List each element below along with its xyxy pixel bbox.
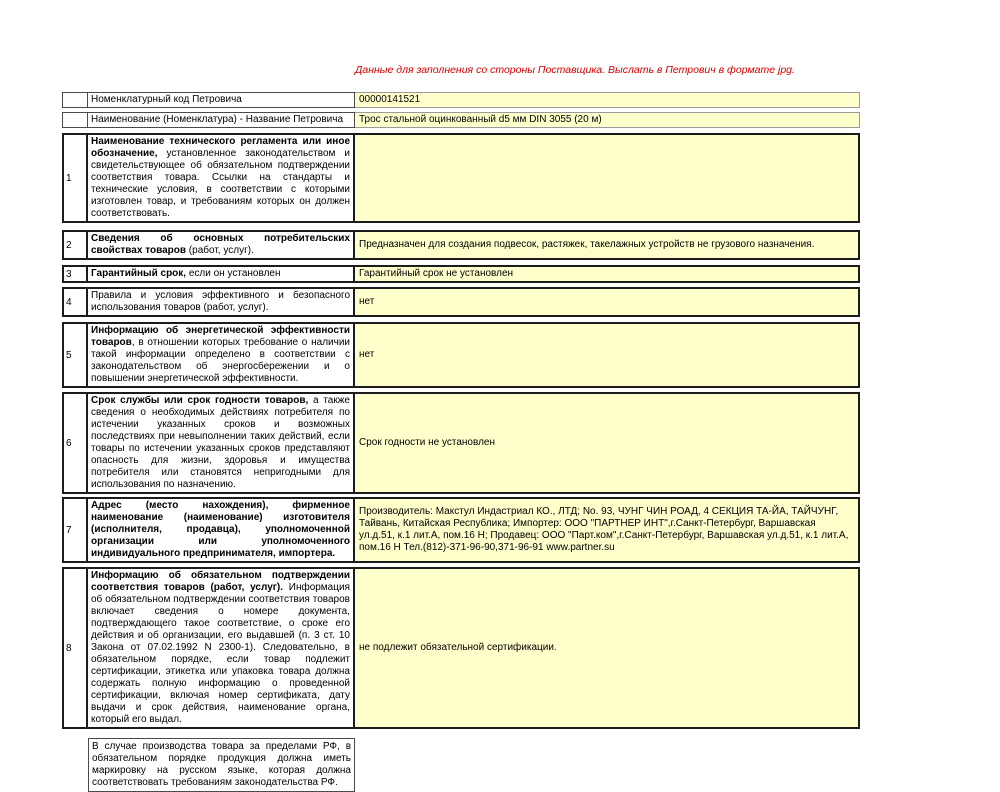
- table-row-5: [62, 322, 860, 388]
- code-value-field[interactable]: 00000141521: [355, 92, 860, 108]
- row-5-value-field[interactable]: нет: [355, 322, 860, 388]
- table-row-2: [62, 230, 860, 260]
- product-info-table: [62, 92, 860, 792]
- row-label: Наименование (Номенклатура) - Название Петровича: [88, 112, 355, 128]
- row-label: Номенклатурный код Петровича: [88, 92, 355, 108]
- table-row-6: [62, 392, 860, 494]
- row-number: 4: [62, 287, 88, 317]
- table-row-3: [62, 265, 860, 283]
- row-label: Наименование технического регламента или иное обозначение, установленное законодательством и свидетельствующее об обязательном подтверждении соответствия товара. Ссылки на стандарты и технические условия, в соответствии с которыми изготовлен товар, и требованиям которых он должен соответствовать.: [88, 133, 355, 223]
- row-3-value-field[interactable]: Гарантийный срок не установлен: [355, 265, 860, 283]
- row-number: [62, 92, 88, 108]
- row-number: 2: [62, 230, 88, 260]
- row-number: 7: [62, 497, 88, 563]
- row-label: Гарантийный срок, если он установлен: [88, 265, 355, 283]
- table-row-name: [62, 112, 860, 128]
- rf-marking-note: В случае производства товара за пределами РФ, в обязательном порядке продукция должна иметь маркировку на русском языке, которая должна соответствовать требованиям законодательства РФ.: [88, 738, 355, 792]
- row-label: Информацию об обязательном подтверждении соответствия товаров (работ, услуг). Информация об обязательном подтверждении соответствия товаров включает сведения о номере документа, подтверждающего такое соответствие, о сроке его действия и об организации, его выдавшей (п. 3 ст. 10 Закона от 07.02.1992 N 2300-1). Следовательно, в обязательном порядке, если товар подлежит сертификации, этикетка или упаковка товара должна содержать полную информацию о проведенной сертификации, включая номер сертификата, дату выдачи и срок действия, наименование органа, который его выдал.: [88, 567, 355, 729]
- row-7-value-field[interactable]: Производитель: Макстул Индастриал КО., ЛТД; No. 93, ЧУНГ ЧИН РОАД, 4 СЕКЦИЯ ТА-ЙА, ТАЙЧУНГ, Тайвань, Китайская Республика; Импортер: ООО "ПАРТНЕР ИНТ",г.Санкт-Петербург, Варшавская ул.д.51, к.1 лит.А, пом.16 Н; Продавец: ООО "Парт.ком",г.Санкт-Петербург, Варшавская ул.д.51, к.1 лит.А, пом.16 Н Тел.(812)-371-96-90,371-96-91 www.partner.su: [355, 497, 860, 563]
- table-row-4: [62, 287, 860, 317]
- row-2-value-field[interactable]: Предназначен для создания подвесок, растяжек, такелажных устройств не грузового назначения.: [355, 230, 860, 260]
- row-number: 5: [62, 322, 88, 388]
- row-number: 3: [62, 265, 88, 283]
- table-row-1: [62, 133, 860, 223]
- table-row-8: [62, 567, 860, 729]
- row-label: Сведения об основных потребительских свойствах товаров (работ, услуг).: [88, 230, 355, 260]
- row-number: 8: [62, 567, 88, 729]
- row-1-value-field[interactable]: [355, 133, 860, 223]
- table-row-code: [62, 92, 860, 108]
- row-number: [62, 112, 88, 128]
- table-row-7: [62, 497, 860, 563]
- row-label: Срок службы или срок годности товаров, а также сведения о необходимых действиях потребителя по истечении указанных сроков и возможных последствиях при невыполнении таких действий, если товары по истечении указанных сроков представляют опасность для жизни, здоровья и имущества потребителя или становятся непригодными для использования по назначению.: [88, 392, 355, 494]
- supplier-instruction-note: Данные для заполнения со стороны Поставщика. Выслать в Петрович в формате jpg.: [355, 64, 795, 76]
- row-4-value-field[interactable]: нет: [355, 287, 860, 317]
- row-number: 6: [62, 392, 88, 494]
- row-label: Правила и условия эффективного и безопасного использования товаров (работ, услуг).: [88, 287, 355, 317]
- row-label: Информацию об энергетической эффективности товаров, в отношении которых требование о наличии такой информации определено в соответствии с законодательством об энергосбережении и о повышении энергетической эффективности.: [88, 322, 355, 388]
- row-8-value-field[interactable]: не подлежит обязательной сертификации.: [355, 567, 860, 729]
- name-value-field[interactable]: Трос стальной оцинкованный d5 мм DIN 3055 (20 м): [355, 112, 860, 128]
- row-label: Адрес (место нахождения), фирменное наименование (наименование) изготовителя (исполнителя, продавца), уполномоченной организации или уполномоченного индивидуального предпринимателя, импортера.: [88, 497, 355, 563]
- row-number: 1: [62, 133, 88, 223]
- row-6-value-field[interactable]: Срок годности не установлен: [355, 392, 860, 494]
